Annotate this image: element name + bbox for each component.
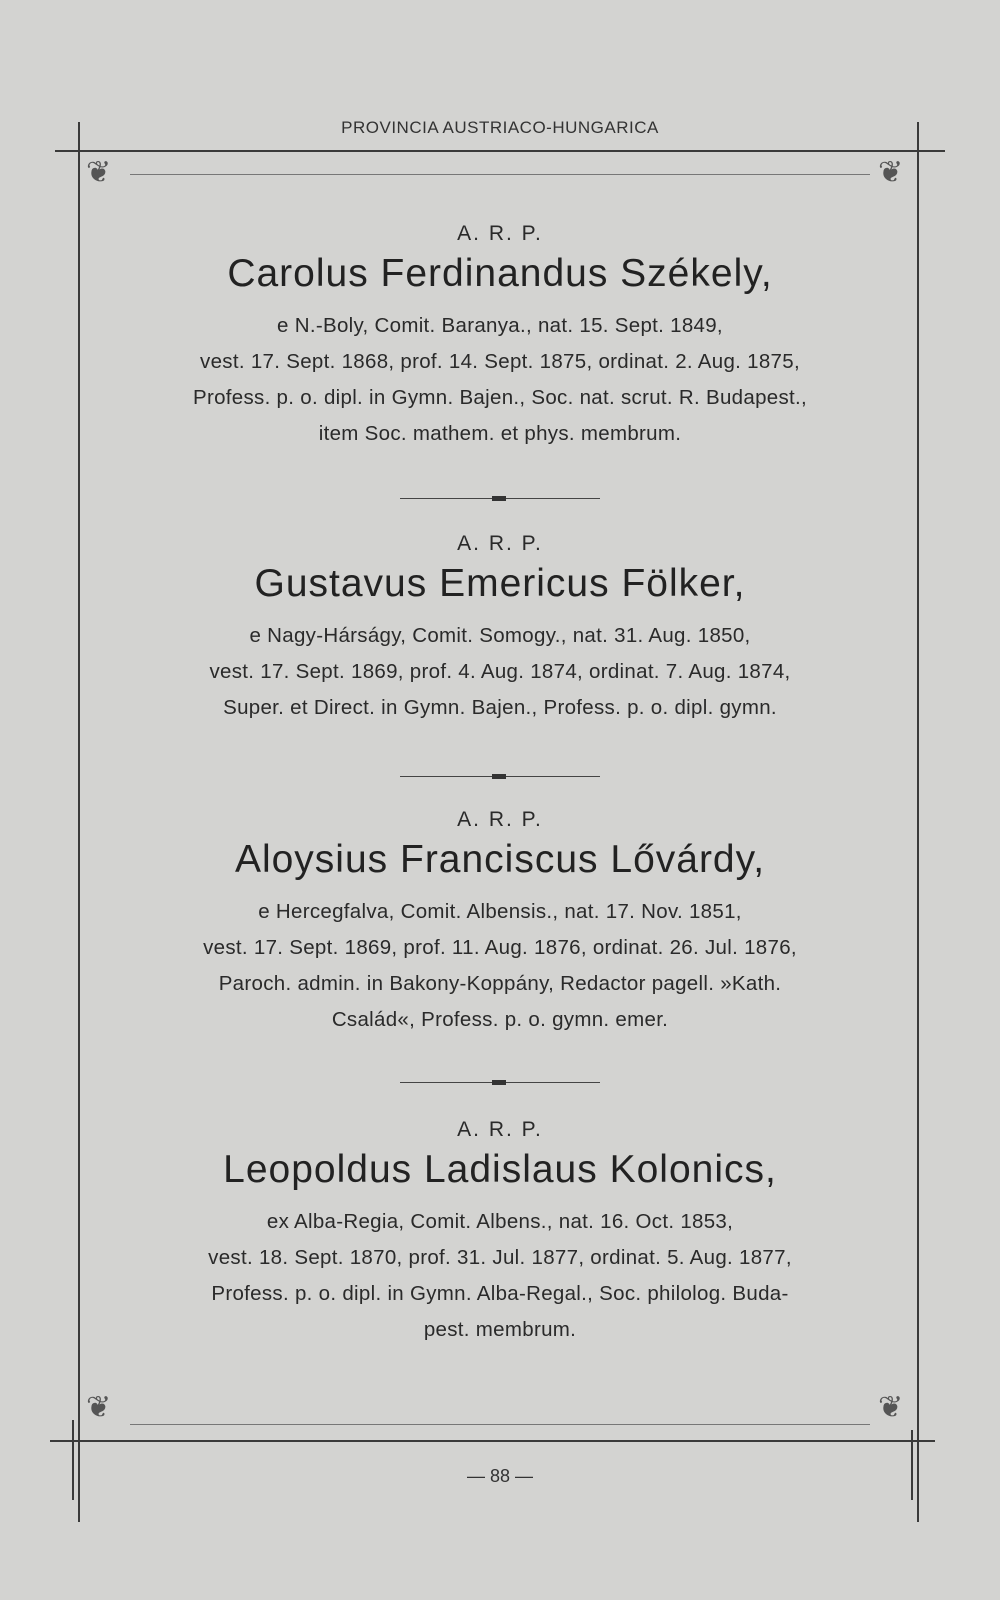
- entry-line: Profess. p. o. dipl. in Gymn. Alba-Regal., Soc. philolog. Buda-: [211, 1282, 789, 1305]
- entry-lovardy: [100, 808, 900, 1038]
- entry-line: Profess. p. o. dipl. in Gymn. Bajen., Soc. nat. scrut. R. Budapest.,: [192, 386, 808, 409]
- entry-line: vest. 17. Sept. 1869, prof. 4. Aug. 1874, ordinat. 7. Aug. 1874,: [209, 660, 791, 683]
- entry-line: Család«, Profess. p. o. gymn. emer.: [331, 1008, 669, 1031]
- right-frame-rule-bottom: [911, 1430, 913, 1500]
- inner-bottom-rule: [130, 1424, 870, 1425]
- corner-ornament-top-left: ❦: [86, 155, 112, 190]
- footer-rule: [50, 1440, 935, 1442]
- left-frame-rule-bottom: [72, 1420, 74, 1500]
- page-number: — 88 —: [466, 1466, 534, 1486]
- entry-prefix: A. R. P.: [457, 1118, 543, 1141]
- left-frame-rule: [78, 122, 80, 1522]
- entry-line: pest. membrum.: [423, 1318, 577, 1341]
- entry-line: e N.-Boly, Comit. Baranya., nat. 15. Sept. 1849,: [277, 314, 723, 337]
- entry-szekely: [100, 222, 900, 452]
- entry-line: e Nagy-Hárságy, Comit. Somogy., nat. 31. Aug. 1850,: [249, 624, 751, 647]
- entry-line: Paroch. admin. in Bakony-Koppány, Redactor pagell. »Kath.: [218, 972, 782, 995]
- entry-line: vest. 18. Sept. 1870, prof. 31. Jul. 1877, ordinat. 5. Aug. 1877,: [208, 1246, 792, 1269]
- running-header: PROVINCIA AUSTRIACO-HUNGARICA: [341, 118, 659, 137]
- entry-line: vest. 17. Sept. 1868, prof. 14. Sept. 1875, ordinat. 2. Aug. 1875,: [200, 350, 800, 373]
- entry-line: item Soc. mathem. et phys. membrum.: [318, 422, 682, 445]
- corner-ornament-top-right: ❦: [878, 155, 904, 190]
- header-rule: [55, 150, 945, 152]
- separator-rule: [400, 1082, 600, 1083]
- entry-line: vest. 17. Sept. 1869, prof. 11. Aug. 1876, ordinat. 26. Jul. 1876,: [203, 936, 797, 959]
- entry-prefix: A. R. P.: [457, 532, 543, 555]
- entry-folker: [100, 532, 900, 726]
- entry-name: Leopoldus Ladislaus Kolonics,: [223, 1148, 777, 1191]
- entry-name: Carolus Ferdinandus Székely,: [227, 252, 773, 295]
- entry-line: e Hercegfalva, Comit. Albensis., nat. 17. Nov. 1851,: [258, 900, 742, 923]
- separator-rule: [400, 498, 600, 499]
- entry-kolonics: [100, 1118, 900, 1348]
- right-frame-rule: [917, 122, 919, 1522]
- corner-ornament-bottom-right: ❦: [878, 1390, 904, 1425]
- entry-name: Gustavus Emericus Fölker,: [254, 562, 746, 605]
- entry-name: Aloysius Franciscus Lővárdy,: [234, 838, 766, 881]
- inner-top-rule: [130, 174, 870, 175]
- entry-line: ex Alba-Regia, Comit. Albens., nat. 16. Oct. 1853,: [266, 1210, 734, 1233]
- separator-rule: [400, 776, 600, 777]
- entry-prefix: A. R. P.: [457, 222, 543, 245]
- entry-prefix: A. R. P.: [457, 808, 543, 831]
- corner-ornament-bottom-left: ❦: [86, 1390, 112, 1425]
- entry-line: Super. et Direct. in Gymn. Bajen., Profess. p. o. dipl. gymn.: [223, 696, 777, 719]
